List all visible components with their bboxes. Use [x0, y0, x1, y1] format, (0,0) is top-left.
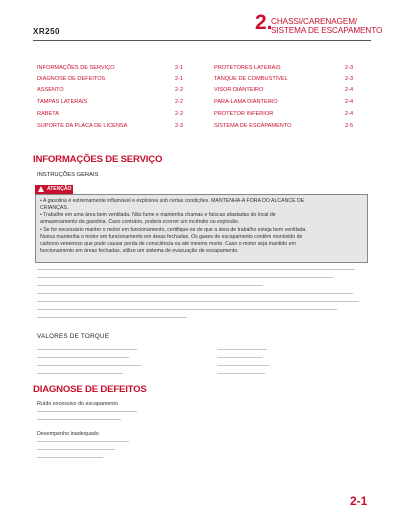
faded-text-line [37, 419, 121, 420]
toc-item-rabeta[interactable]: RABETA [37, 111, 59, 117]
section-title-service-info: INFORMAÇÕES DE SERVIÇO [33, 154, 163, 165]
model-name: XR250 [33, 27, 60, 36]
faded-text-line [37, 309, 337, 310]
warning-triangle-icon [38, 186, 44, 192]
header-rule [33, 40, 371, 41]
toc-item-protetores-laterais[interactable]: PROTETORES LATERAIS [214, 65, 281, 71]
faded-text-line [37, 457, 103, 458]
faded-text-line [37, 411, 137, 412]
toc-page: 2-1 [175, 76, 184, 82]
toc-item-tanque-combustivel[interactable]: TANQUE DE COMBUSTÍVEL [214, 76, 288, 82]
warning-line: funcionamento em áreas fechadas, utilize um sistema de evacuação de escapamento. [40, 248, 239, 254]
diagnosis-item-poor-performance: Desempenho inadequado [37, 431, 99, 437]
toc-page: 2-3 [345, 76, 354, 82]
diagnosis-item-excessive-noise: Ruído excessivo do escapamento [37, 401, 118, 407]
toc-page: 2-4 [345, 99, 354, 105]
toc-page: 2-3 [345, 65, 354, 71]
faded-text-line [37, 293, 353, 294]
faded-text-line [37, 317, 187, 318]
toc-page: 2-1 [175, 65, 184, 71]
toc-item-sistema-escapamento[interactable]: SISTEMA DE ESCAPAMENTO [214, 123, 292, 129]
toc-page: 2-5 [345, 123, 354, 129]
faded-text-line [217, 357, 263, 358]
chapter-title-line2: SISTEMA DE ESCAPAMENTO [271, 26, 383, 35]
faded-text-line [217, 365, 269, 366]
toc-item-protetor-inferior[interactable]: PROTETOR INFERIOR [214, 111, 274, 117]
chapter-title-line1: CHASSI/CARENAGEM/ [271, 17, 358, 26]
toc-page: 2-4 [345, 87, 354, 93]
faded-text-line [37, 285, 263, 286]
toc-page: 2-2 [175, 111, 184, 117]
faded-text-line [37, 301, 359, 302]
toc-item-assento[interactable]: ASSENTO [37, 87, 64, 93]
toc-item-informacoes-servico[interactable]: INFORMAÇÕES DE SERVIÇO [37, 65, 115, 71]
faded-text-line [37, 277, 333, 278]
warning-line: carbono venenoso que pode causar perda de consciência ou até mesmo morte. Caso o motor seja mantido em [40, 241, 296, 247]
chapter-number: 2. [255, 11, 273, 34]
toc-item-tampas-laterais[interactable]: TAMPAS LATERAIS [37, 99, 88, 105]
faded-text-line [37, 449, 115, 450]
toc-item-suporte-placa[interactable]: SUPORTE DA PLACA DE LICENSA [37, 123, 128, 129]
faded-text-line [37, 441, 129, 442]
faded-text-line [217, 373, 265, 374]
toc-page: 2-2 [175, 99, 184, 105]
faded-text-line [37, 365, 141, 366]
faded-text-line [217, 349, 267, 350]
warning-line: • A gasolina é extremamente inflamável e explosiva sob certas condições. MANTENHA-A FORA DO ALCANCE DE [40, 198, 305, 204]
toc-page: 2-4 [345, 111, 354, 117]
torque-values-title: VALORES DE TORQUE [37, 333, 110, 340]
page-number: 2-1 [350, 494, 368, 508]
faded-text-line [37, 373, 123, 374]
toc-item-visor-dianteiro[interactable]: VISOR DIANTEIRO [214, 87, 264, 93]
subsection-title-general-instructions: INSTRUÇÕES GERAIS [37, 172, 99, 178]
toc-page: 2-2 [175, 87, 184, 93]
warning-line: armazenamento da gasolina. Caso contrário, poderá ocorrer um incêndio ou explosão. [40, 219, 240, 225]
warning-line: CRIANÇAS. [40, 205, 69, 211]
faded-text-line [37, 349, 137, 350]
faded-text-line [37, 357, 129, 358]
section-title-diagnosis: DIAGNOSE DE DEFEITOS [33, 384, 147, 395]
warning-line: Nunca mantenha o motor em funcionamento em áreas fechadas. Os gases de escapamento contêm monóxido de [40, 234, 303, 240]
toc-item-para-lama[interactable]: PARA-LAMA DIANTEIRO [214, 99, 278, 105]
warning-line: • Trabalhe em uma área bem ventilada. Não fume e mantenha chamas e faíscas afastadas do local de [40, 212, 276, 218]
faded-text-line [37, 269, 355, 270]
toc-page: 2-3 [175, 123, 184, 129]
toc-item-diagnose-defeitos[interactable]: DIAGNOSE DE DEFEITOS [37, 76, 106, 82]
warning-label: ATENÇÃO [47, 186, 72, 192]
warning-line: • Se for necessário manter o motor em funcionamento, certifique-se de que a área de trabalho esteja bem ventilada. [40, 227, 307, 233]
